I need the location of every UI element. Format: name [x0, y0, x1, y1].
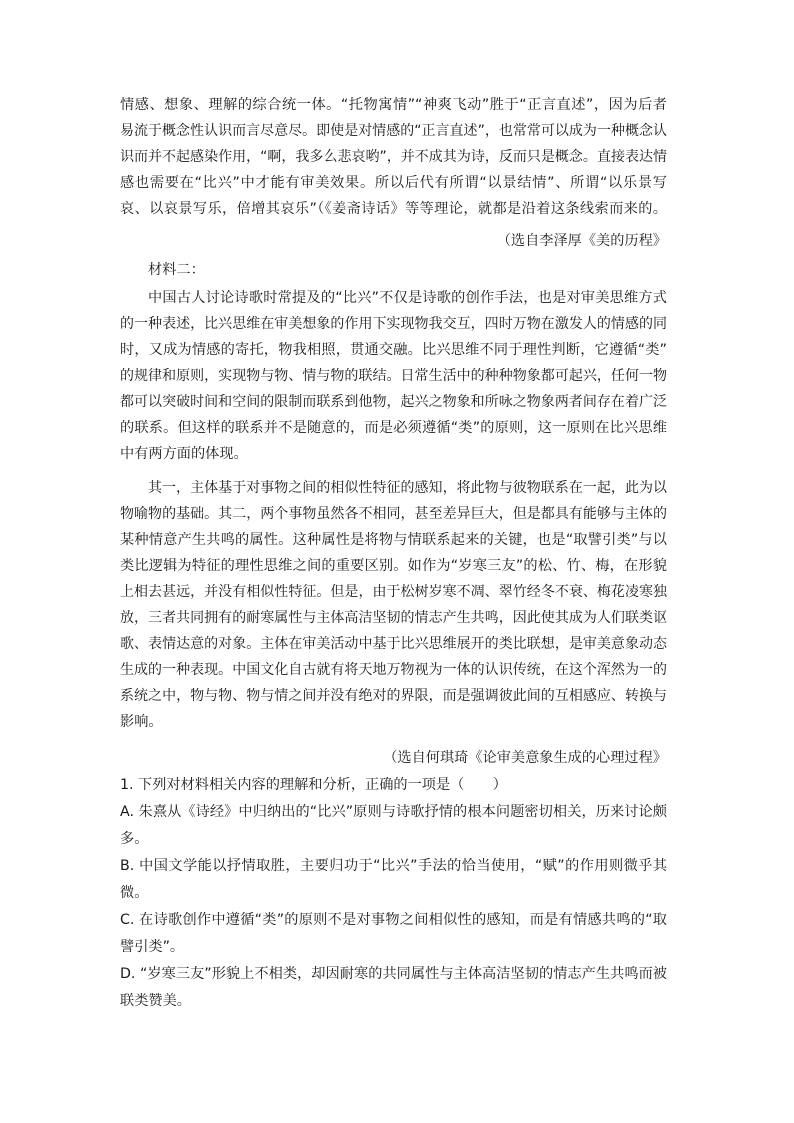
paragraph-line: 上相去甚远，并没有相似性特征。但是，由于松树岁寒不凋、翠竹经冬不衰、梅花凌寒独: [120, 584, 667, 600]
paragraph-line: 中有两方面的体现。: [120, 446, 248, 462]
paragraph-line: 易流于概念性认识而言尽意尽。即使是对情感的“正言直述”，也常常可以成为一种概念认: [120, 123, 667, 139]
paragraph-line: 类比逻辑为特征的理性思维之间的重要区别。如作为“岁寒三友”的松、竹、梅，在形貌: [120, 558, 667, 574]
option-b-line: 微。: [120, 885, 149, 901]
paragraph-line: 识而并不起感染作用，“啊，我多么悲哀哟”，并不成其为诗，反而只是概念。直接表达情: [120, 149, 667, 165]
option-b-line: B. 中国文学能以抒情取胜，主要归功于“比兴”手法的恰当使用，“赋”的作用则微乎其: [120, 858, 667, 874]
option-d-line: D. “岁寒三友”形貌上不相类，却因耐寒的共同属性与主体高洁坚韧的情志产生共鸣而被: [120, 966, 667, 982]
paragraph-line: 都可以突破时间和空间的限制而联系到他物，起兴之物象和所咏之物象两者间存在着广泛: [120, 394, 667, 410]
paragraph-line: 系统之中，物与物、物与情之间并没有绝对的界限，而是强调彼此间的互相感应、转换与: [120, 688, 667, 704]
option-a-line: 多。: [120, 831, 149, 847]
section-heading: 材料二：: [148, 262, 205, 278]
paragraph-line: 影响。: [120, 714, 163, 730]
paragraph-line: 放，三者共同拥有的耐寒属性与主体高洁坚韧的情志产生共鸣，因此使其成为人们联类讴: [120, 610, 667, 626]
paragraph-line: 的规律和原则，实现物与物、情与物的联结。日常生活中的种种物象都可起兴，任何一物: [120, 368, 667, 384]
paragraph-line: 其一，主体基于对事物之间的相似性特征的感知，将此物与彼物联系在一起，此为以: [148, 480, 667, 496]
option-c-line: 譬引类”。: [120, 939, 185, 955]
paragraph-line: 时，又成为情感的寄托，物我相照，贯通交融。比兴思维不同于理性判断，它遵循“类”: [120, 342, 667, 358]
paragraph-line: 物喻物的基础。其二，两个事物虽然各不相同，甚至差异巨大，但是都具有能够与主体的: [120, 506, 667, 522]
paragraph-line: 某种情意产生共鸣的属性。这种属性是将物与情联系起来的关键，也是“取譬引类”与以: [120, 532, 667, 548]
source-citation: （选自何琪琦《论审美意象生成的心理过程》: [383, 750, 667, 766]
option-d-line: 联类赞美。: [120, 993, 191, 1009]
paragraph-line: 歌、表情达意的对象。主体在审美活动中基于比兴思维展开的类比联想，是审美意象动态: [120, 636, 667, 652]
paragraph-line: 的联系。但这样的联系并不是随意的，而是必须遵循“类”的原则，这一原则在比兴思维: [120, 420, 667, 436]
paragraph-line: 情感、想象、理解的综合统一体。“托物寓情”“神爽飞动”胜于“正言直述”，因为后者: [120, 97, 667, 113]
paragraph-line: 哀、以哀景写乐，倍增其哀乐”（《姜斋诗话》等等理论，就都是沿着这条线索而来的。: [120, 201, 667, 217]
paragraph-line: 的一种表述，比兴思维在审美想象的作用下实现物我交互，四时万物在激发人的情感的同: [120, 316, 667, 332]
question-stem: 1. 下列对材料相关内容的理解和分析，正确的一项是（ ）: [120, 777, 507, 793]
paragraph-line: 中国古人讨论诗歌时常提及的“比兴”不仅是诗歌的创作手法，也是对审美思维方式: [148, 290, 667, 306]
paragraph-line: 感也需要在“比兴”中才能有审美效果。所以后代有所谓“以景结情”、所谓“以乐景写: [120, 175, 667, 191]
paragraph-line: 生成的一种表现。中国文化自古就有将天地万物视为一体的认识传统，在这个浑然为一的: [120, 662, 667, 678]
option-a-line: A. 朱熹从《诗经》中归纳出的“比兴”原则与诗歌抒情的根本问题密切相关，历来讨论颇: [120, 804, 667, 820]
option-c-line: C. 在诗歌创作中遵循“类”的原则不是对事物之间相似性的感知，而是有情感共鸣的“取: [120, 912, 667, 928]
source-citation: （选自李泽厚《美的历程》: [496, 233, 667, 249]
